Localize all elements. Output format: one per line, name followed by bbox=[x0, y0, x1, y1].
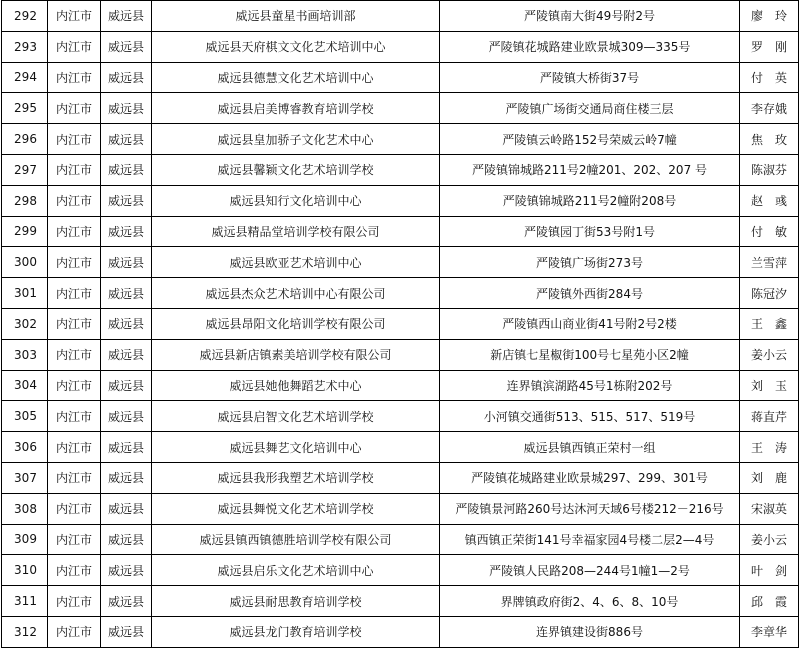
cell-contact: 陈冠汐 bbox=[740, 278, 799, 309]
table-row bbox=[2, 31, 799, 62]
cell-contact: 赵 彧 bbox=[740, 185, 799, 216]
cell-city: 内江市 bbox=[48, 308, 101, 339]
cell-number: 294 bbox=[2, 62, 48, 93]
table-row bbox=[2, 278, 799, 309]
cell-contact: 王 涛 bbox=[740, 432, 799, 463]
cell-contact: 王 鑫 bbox=[740, 308, 799, 339]
cell-institution-name: 威远县龙门教育培训学校 bbox=[152, 616, 440, 647]
table-row bbox=[2, 401, 799, 432]
cell-address: 严陵镇园丁街53号附1号 bbox=[440, 216, 740, 247]
cell-contact: 李存娥 bbox=[740, 93, 799, 124]
cell-city: 内江市 bbox=[48, 370, 101, 401]
cell-address: 界牌镇政府街2、4、6、8、10号 bbox=[440, 586, 740, 617]
cell-contact: 蒋直芹 bbox=[740, 401, 799, 432]
table-row bbox=[2, 62, 799, 93]
cell-address: 连界镇建设街886号 bbox=[440, 616, 740, 647]
table-row bbox=[2, 247, 799, 278]
cell-institution-name: 威远县德慧文化艺术培训中心 bbox=[152, 62, 440, 93]
cell-number: 298 bbox=[2, 185, 48, 216]
cell-contact: 陈淑芬 bbox=[740, 154, 799, 185]
cell-contact: 廖 玲 bbox=[740, 1, 799, 32]
cell-county: 威远县 bbox=[101, 339, 152, 370]
cell-number: 303 bbox=[2, 339, 48, 370]
cell-address: 严陵镇广场街交通局商住楼三层 bbox=[440, 93, 740, 124]
table-row bbox=[2, 93, 799, 124]
table-row bbox=[2, 154, 799, 185]
cell-institution-name: 威远县杰众艺术培训中心有限公司 bbox=[152, 278, 440, 309]
cell-contact: 李章华 bbox=[740, 616, 799, 647]
cell-county: 威远县 bbox=[101, 555, 152, 586]
cell-institution-name: 威远县启乐文化艺术培训中心 bbox=[152, 555, 440, 586]
table-row bbox=[2, 216, 799, 247]
cell-contact: 焦 玫 bbox=[740, 124, 799, 155]
cell-number: 307 bbox=[2, 462, 48, 493]
cell-contact: 姜小云 bbox=[740, 339, 799, 370]
cell-address: 严陵镇大桥街37号 bbox=[440, 62, 740, 93]
cell-contact: 叶 剑 bbox=[740, 555, 799, 586]
cell-institution-name: 威远县馨颖文化艺术培训学校 bbox=[152, 154, 440, 185]
cell-county: 威远县 bbox=[101, 124, 152, 155]
table-body bbox=[2, 1, 799, 648]
cell-county: 威远县 bbox=[101, 493, 152, 524]
cell-county: 威远县 bbox=[101, 185, 152, 216]
cell-contact: 付 敏 bbox=[740, 216, 799, 247]
cell-city: 内江市 bbox=[48, 339, 101, 370]
cell-number: 300 bbox=[2, 247, 48, 278]
cell-county: 威远县 bbox=[101, 31, 152, 62]
cell-city: 内江市 bbox=[48, 185, 101, 216]
cell-number: 299 bbox=[2, 216, 48, 247]
cell-institution-name: 威远县镇西镇德胜培训学校有限公司 bbox=[152, 524, 440, 555]
cell-institution-name: 威远县昂阳文化培训学校有限公司 bbox=[152, 308, 440, 339]
cell-county: 威远县 bbox=[101, 401, 152, 432]
table-row bbox=[2, 1, 799, 32]
cell-institution-name: 威远县耐思教育培训学校 bbox=[152, 586, 440, 617]
cell-number: 311 bbox=[2, 586, 48, 617]
cell-contact: 兰雪萍 bbox=[740, 247, 799, 278]
cell-county: 威远县 bbox=[101, 1, 152, 32]
cell-county: 威远县 bbox=[101, 62, 152, 93]
cell-city: 内江市 bbox=[48, 462, 101, 493]
cell-address: 严陵镇景河路260号达沐河天域6号楼212－216号 bbox=[440, 493, 740, 524]
cell-city: 内江市 bbox=[48, 432, 101, 463]
cell-city: 内江市 bbox=[48, 524, 101, 555]
cell-address: 严陵镇外西街284号 bbox=[440, 278, 740, 309]
cell-city: 内江市 bbox=[48, 555, 101, 586]
cell-institution-name: 威远县天府棋文文化艺术培训中心 bbox=[152, 31, 440, 62]
cell-address: 小河镇交通街513、515、517、519号 bbox=[440, 401, 740, 432]
cell-contact: 宋淑英 bbox=[740, 493, 799, 524]
cell-contact: 刘 鹿 bbox=[740, 462, 799, 493]
cell-city: 内江市 bbox=[48, 154, 101, 185]
cell-address: 镇西镇正荣街141号幸福家园4号楼二层2—4号 bbox=[440, 524, 740, 555]
institution-table bbox=[1, 0, 799, 648]
cell-contact: 刘 玉 bbox=[740, 370, 799, 401]
cell-address: 严陵镇锦城路211号2幢附208号 bbox=[440, 185, 740, 216]
cell-county: 威远县 bbox=[101, 462, 152, 493]
cell-address: 连界镇滨湖路45号1栋附202号 bbox=[440, 370, 740, 401]
table-row bbox=[2, 555, 799, 586]
cell-institution-name: 威远县我形我塑艺术培训学校 bbox=[152, 462, 440, 493]
table-row bbox=[2, 124, 799, 155]
table-row bbox=[2, 339, 799, 370]
cell-city: 内江市 bbox=[48, 216, 101, 247]
cell-number: 292 bbox=[2, 1, 48, 32]
cell-number: 297 bbox=[2, 154, 48, 185]
table-row bbox=[2, 493, 799, 524]
cell-address: 威远县镇西镇正荣村一组 bbox=[440, 432, 740, 463]
cell-institution-name: 威远县知行文化培训中心 bbox=[152, 185, 440, 216]
cell-county: 威远县 bbox=[101, 432, 152, 463]
cell-city: 内江市 bbox=[48, 586, 101, 617]
table-row bbox=[2, 308, 799, 339]
cell-city: 内江市 bbox=[48, 31, 101, 62]
cell-number: 293 bbox=[2, 31, 48, 62]
cell-address: 严陵镇云岭路152号荣威云岭7幢 bbox=[440, 124, 740, 155]
cell-county: 威远县 bbox=[101, 370, 152, 401]
cell-county: 威远县 bbox=[101, 216, 152, 247]
cell-institution-name: 威远县新店镇素美培训学校有限公司 bbox=[152, 339, 440, 370]
cell-city: 内江市 bbox=[48, 1, 101, 32]
cell-address: 严陵镇人民路208—244号1幢1—2号 bbox=[440, 555, 740, 586]
cell-county: 威远县 bbox=[101, 247, 152, 278]
cell-institution-name: 威远县舞艺文化培训中心 bbox=[152, 432, 440, 463]
cell-city: 内江市 bbox=[48, 124, 101, 155]
cell-number: 305 bbox=[2, 401, 48, 432]
cell-number: 296 bbox=[2, 124, 48, 155]
cell-contact: 邱 霞 bbox=[740, 586, 799, 617]
cell-county: 威远县 bbox=[101, 524, 152, 555]
cell-county: 威远县 bbox=[101, 93, 152, 124]
table-row bbox=[2, 185, 799, 216]
cell-county: 威远县 bbox=[101, 308, 152, 339]
table-row bbox=[2, 524, 799, 555]
cell-city: 内江市 bbox=[48, 62, 101, 93]
cell-institution-name: 威远县她他舞蹈艺术中心 bbox=[152, 370, 440, 401]
cell-county: 威远县 bbox=[101, 154, 152, 185]
table-row bbox=[2, 586, 799, 617]
cell-institution-name: 威远县童星书画培训部 bbox=[152, 1, 440, 32]
cell-city: 内江市 bbox=[48, 93, 101, 124]
cell-number: 301 bbox=[2, 278, 48, 309]
cell-address: 严陵镇花城路建业欧景城309—335号 bbox=[440, 31, 740, 62]
cell-address: 严陵镇南大街49号附2号 bbox=[440, 1, 740, 32]
cell-institution-name: 威远县欧亚艺术培训中心 bbox=[152, 247, 440, 278]
cell-number: 312 bbox=[2, 616, 48, 647]
cell-number: 308 bbox=[2, 493, 48, 524]
cell-institution-name: 威远县启美博睿教育培训学校 bbox=[152, 93, 440, 124]
cell-contact: 罗 刚 bbox=[740, 31, 799, 62]
cell-institution-name: 威远县舞悦文化艺术培训学校 bbox=[152, 493, 440, 524]
cell-institution-name: 威远县皇加骄子文化艺术中心 bbox=[152, 124, 440, 155]
cell-county: 威远县 bbox=[101, 616, 152, 647]
cell-county: 威远县 bbox=[101, 586, 152, 617]
cell-number: 304 bbox=[2, 370, 48, 401]
cell-city: 内江市 bbox=[48, 616, 101, 647]
table-row bbox=[2, 462, 799, 493]
cell-contact: 姜小云 bbox=[740, 524, 799, 555]
cell-number: 295 bbox=[2, 93, 48, 124]
cell-city: 内江市 bbox=[48, 278, 101, 309]
cell-address: 严陵镇花城路建业欧景城297、299、301号 bbox=[440, 462, 740, 493]
cell-number: 302 bbox=[2, 308, 48, 339]
cell-city: 内江市 bbox=[48, 247, 101, 278]
table-row bbox=[2, 432, 799, 463]
cell-city: 内江市 bbox=[48, 493, 101, 524]
cell-contact: 付 英 bbox=[740, 62, 799, 93]
cell-address: 严陵镇西山商业街41号附2号2楼 bbox=[440, 308, 740, 339]
cell-address: 新店镇七星椒街100号七星苑小区2幢 bbox=[440, 339, 740, 370]
cell-address: 严陵镇广场街273号 bbox=[440, 247, 740, 278]
cell-county: 威远县 bbox=[101, 278, 152, 309]
cell-institution-name: 威远县精品堂培训学校有限公司 bbox=[152, 216, 440, 247]
table-row bbox=[2, 616, 799, 647]
table-row bbox=[2, 370, 799, 401]
cell-city: 内江市 bbox=[48, 401, 101, 432]
cell-institution-name: 威远县启智文化艺术培训学校 bbox=[152, 401, 440, 432]
cell-number: 309 bbox=[2, 524, 48, 555]
cell-number: 310 bbox=[2, 555, 48, 586]
cell-address: 严陵镇锦城路211号2幢201、202、207 号 bbox=[440, 154, 740, 185]
cell-number: 306 bbox=[2, 432, 48, 463]
